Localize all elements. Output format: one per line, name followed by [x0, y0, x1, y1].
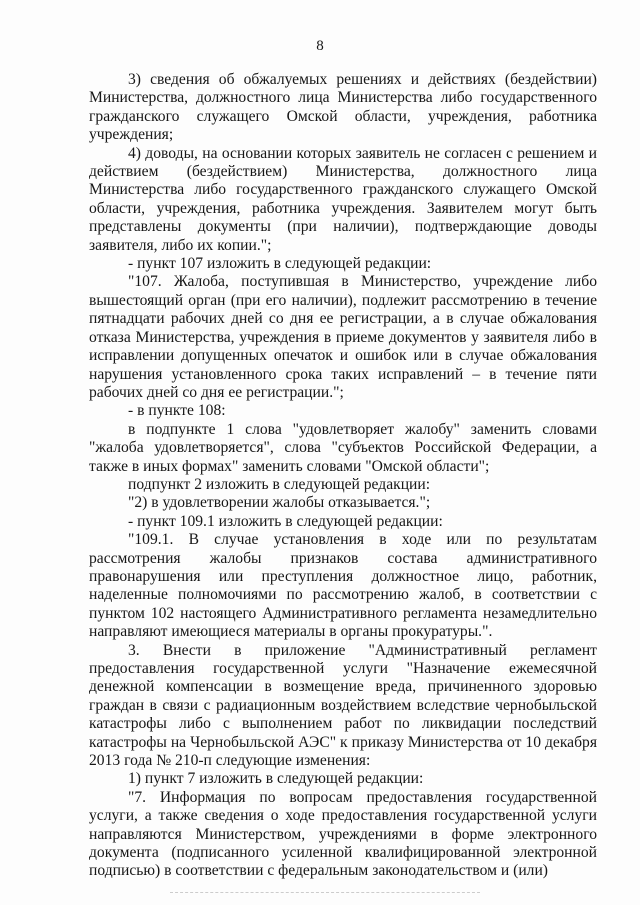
paragraph-subclause-1-replace: в подпункте 1 слова "удовлетворяет жалобу" заменить словами "жалоба удовлетворяется", слова "субъектов Российской Федерации, а также в иных формах" заменить словами "Омской области"; — [89, 420, 597, 475]
paragraph-clause-109-1: "109.1. В случае установления в ходе или по результатам рассмотрения жалобы признаков состава административного правонарушения или преступления должностное лицо, работник, наделенные полномочиями по рассмотрению жалоб, в соответствии с пунктом 102 настоящего Административного регламента незамедлительно направляют имеющиеся материалы в органы прокуратуры.". — [89, 531, 597, 641]
paragraph-amend-107-intro: - пункт 107 изложить в следующей редакции: — [128, 255, 432, 273]
document-body — [89, 71, 597, 881]
paragraph-subclause-2-text: "2) в удовлетворении жалобы отказывается."; — [128, 494, 431, 512]
paragraph-section-3-amendments: 3. Внести в приложение "Административный регламент предоставления государственной услуги "Назначение ежемесячной денежной компенсации в возмещение вреда, причиненного здоровью граждан в связи с радиационным воздействием вследствие чернобыльской катастрофы либо с выполнением работ по ликвидации последствий катастрофы на Чернобыльской АЭС" к приказу Министерства от 10 декабря 2013 года № 210-п следующие изменения: — [89, 641, 597, 770]
scan-bottom-edge — [170, 892, 480, 893]
paragraph-clause-7: "7. Информация по вопросам предоставления государственной услуги, а также сведения о ходе предоставления государственной услуги направляются Министерством, учреждениями в форме электронного документа (подписанного усиленной квалифицированной электронной подписью) в соответствии с федеральным законодательством и (или) — [89, 788, 597, 880]
paragraph-item-3-appeal-details: 3) сведения об обжалуемых решениях и действиях (бездействии) Министерства, должностного лица Министерства либо государственного гражданского служащего Омской области, учреждения, работника учреждения; — [89, 71, 597, 144]
page-number: 8 — [316, 38, 324, 54]
paragraph-amend-7-intro: 1) пункт 7 изложить в следующей редакции: — [128, 770, 424, 788]
paragraph-subclause-2-intro: подпункт 2 изложить в следующей редакции: — [128, 475, 431, 493]
paragraph-amend-108-intro: - в пункте 108: — [128, 402, 226, 420]
paragraph-item-4-applicant-arguments: 4) доводы, на основании которых заявитель не согласен с решением и действием (бездействием) Министерства, должностного лица Министерства либо государственного гражданского служащего Омской области, учреждения, работника учреждения. Заявителем могут быть представлены документы (при наличии), подтверждающие доводы заявителя, либо их копии."; — [89, 144, 597, 254]
paragraph-clause-107: "107. Жалоба, поступившая в Министерство, учреждение либо вышестоящий орган (при его наличии), подлежит рассмотрению в течение пятнадцати рабочих дней со дня ее регистрации, а в случае обжалования отказа Министерства, учреждения в приеме документов у заявителя либо в исправлении допущенных опечаток и ошибок или в случае обжалования нарушения установленного срока таких исправлений – в течение пяти рабочих дней со дня ее регистрации."; — [89, 273, 597, 401]
paragraph-amend-109-1-intro: - пункт 109.1 изложить в следующей редакции: — [128, 512, 443, 530]
